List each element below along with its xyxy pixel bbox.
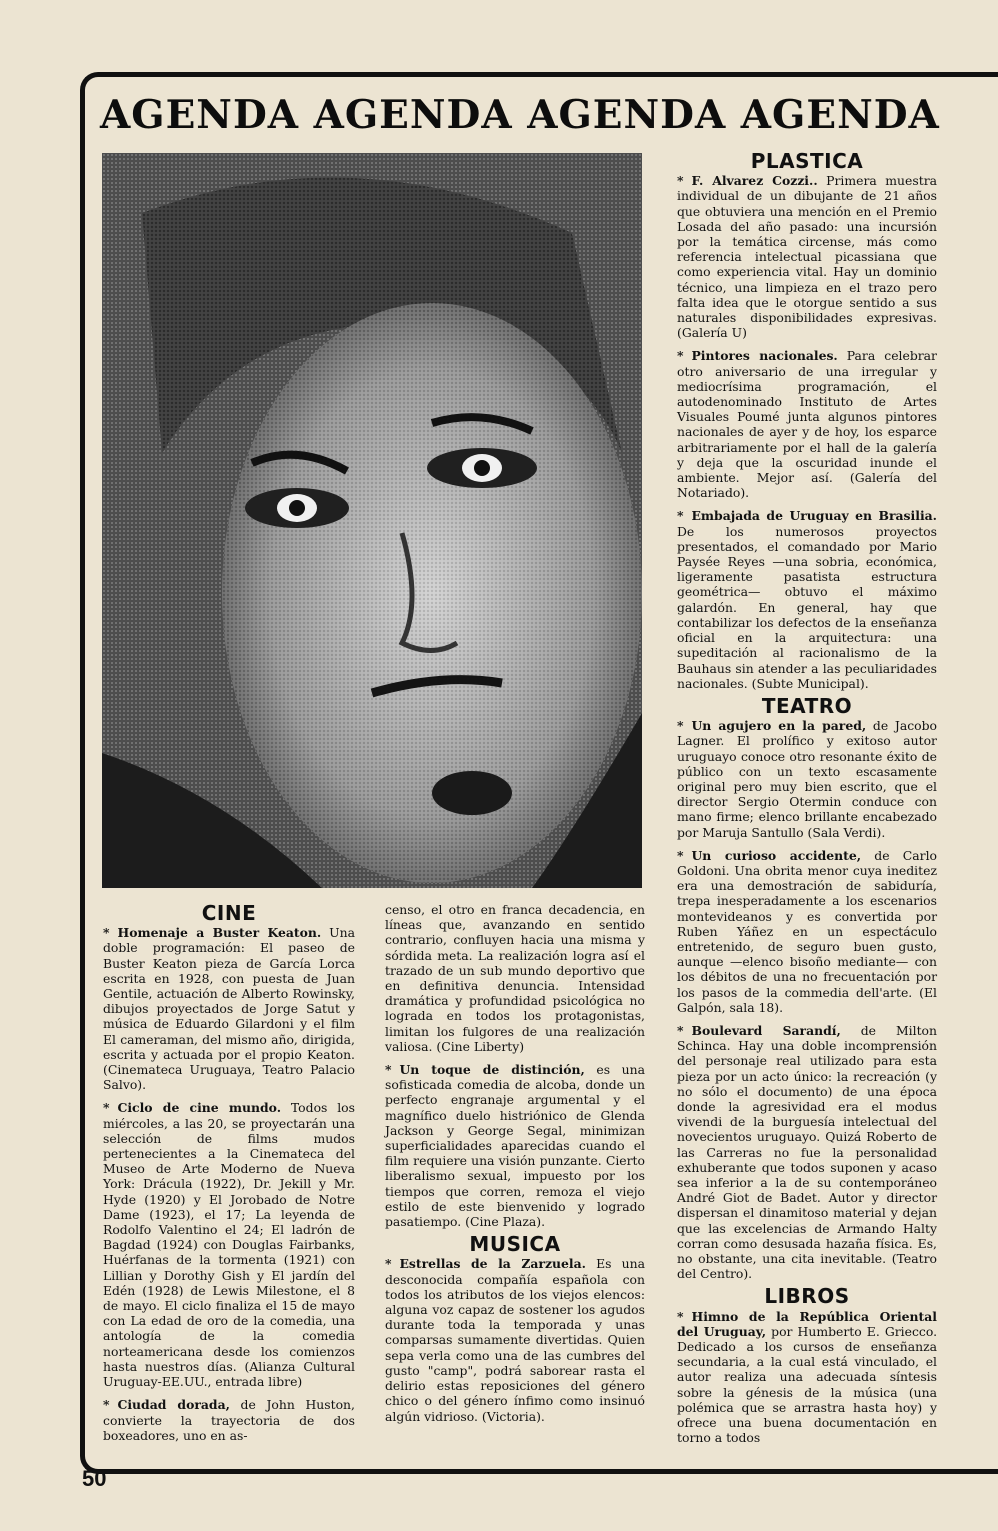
right-column [677, 150, 937, 1453]
page-number: 50 [82, 1466, 107, 1491]
section-heading-cine: CINE [201, 901, 257, 925]
section-heading-plastica: PLASTICA [750, 149, 864, 173]
section-heading-musica: MUSICA [469, 1232, 561, 1257]
masthead: AGENDA AGENDA AGENDA AGENDA [100, 92, 940, 138]
listing-entry: * Boulevard Sarandí, de Milton Schinca. Hay una doble incomprensión del personaje real utilizado para esta pieza por un acto único: la recreación (y no sólo el documento) de una época donde la agresividad era el modus vivendi de la burguesía intelectual del novecientos uruguayo. Quizá Roberto de las Carreras no fue la personalidad exhuberante que todos suponen y acaso sea inferior a la de su contemporáneo André Giot de Badet. Autor y director dispersan el dinamitoso material y dejan que las excelencias de Armando Halty corran como desusada hazaña física. Es, no obstante, una cita inevitable. (Teatro del Centro). [677, 1022, 937, 1282]
listing-entry: * Ciudad dorada, de John Huston, convierte la trayectoria de dos boxeadores, uno en as- [103, 1397, 355, 1443]
listing-entry: * Homenaje a Buster Keaton. Una doble programación: El paseo de Buster Keaton pieza de García Lorca escrita en 1928, con puesta de Juan Gentile, actuación de Alberto Rowinsky, dibujos proyectados de Jorge Satut y música de Eduardo Gilardoni y el film El cameraman, del mismo año, dirigida, escrita y actuada por el propio Keaton. (Cinemateca Uruguaya, Teatro Palacio Salvo). [103, 925, 355, 1093]
portrait-photo [102, 153, 642, 888]
middle-column [385, 902, 645, 1432]
portrait-icon [102, 153, 642, 888]
listing-entry: * Himno de la República Oriental del Uruguay, por Humberto E. Griecco. Dedicado a los cursos de enseñanza secundaria, a la cual está vinculado, el autor realiza una adecuada síntesis sobre la génesis de la música (una polémica que se arrastra hasta hoy) y ofrece una buena documentación en torno a todos [677, 1308, 938, 1446]
listing-entry: * Ciclo de cine mundo. Todos los miércoles, a las 20, se proyectarán una selección de films mudos pertenecientes a la Cinemateca del Museo de Arte Moderno de Nueva York: Drácula (1922), Dr. Jekill y Mr. Hyde (1920) y El Jorobado de Notre Dame (1923), el 17; La leyenda de Rodolfo Valentino el 24; El ladrón de Bagdad (1924) con Douglas Fairbanks, Huérfanas de la tormenta (1921) con Lillian y Dorothy Gish y El jardín del Edén (1928) de Lewis Milestone, el 8 de mayo. El ciclo finaliza el 15 de mayo con La edad de oro de la comedia, una antología de la comedia norteamericana desde los comienzos hasta nuestros días. (Alianza Cultural Uruguay-EE.UU., entrada libre) [103, 1100, 356, 1390]
listing-entry: * F. Alvarez Cozzi.. Primera muestra individual de un dibujante de 21 años que obtuviera una mención en el Premio Losada del año pasado: una incursión por la temática circense, más como referencia intelectual picassiana que como experiencia vital. Hay un dominio técnico, una limpieza en el trazo pero falta idea que le otorgue sentido a sus naturales disponibilidades expresivas. (Galería U) [677, 173, 937, 341]
listing-entry: * Estrellas de la Zarzuela. Es una desconocida compañía española con todos los atributos de los viejos elencos: alguna voz capaz de sostener los agudos durante toda la temporada y unas comparsas sumamente divertidas. Quien sepa verla como una de las cumbres del gusto "camp", podrá saborear rasta el delirio estas reposiciones del género chico o del género ínfimo como insinuó algún vidrioso. (Victoria). [385, 1256, 645, 1424]
listing-entry: * Un agujero en la pared, de Jacobo Lagner. El prolífico y exitoso autor uruguayo conoce otro resonante éxito de público con un texto escasamente original pero muy bien escrito, que el director Sergio Otermin conduce con mano firme; elenco brillante encabezado por Maruja Santullo (Sala Verdi). [677, 718, 938, 840]
listing-entry: * Embajada de Uruguay en Brasilia. De los numerosos proyectos presentados, el comandado por Mario Paysée Reyes —una sobria, económica, ligeramente pasatista estructura geométrica— obtuvo el máximo galardón. En general, hay que contabilizar los defectos de la enseñanza oficial en la arquitectura: una supeditación al racionalismo de la Bauhaus sin atender a las peculiaridades nacionales. (Subte Municipal). [677, 508, 937, 691]
left-column [103, 902, 355, 1451]
listing-entry: * Un toque de distinción, es una sofisticada comedia de alcoba, donde un perfecto engranaje argumental y el magnífico duelo histriónico de Glenda Jackson y George Segal, minimizan superficialidades aparecidas cuando el film requiere una visión punzante. Cierto liberalismo sexual, impuesto por los tiempos que corren, remoza el viejo estilo de este bienvenido y logrado pasatiempo. (Cine Plaza). [385, 1062, 645, 1230]
section-heading-libros: LIBROS [764, 1284, 850, 1309]
listing-continuation: censo, el otro en franca decadencia, en líneas que, avanzando en sentido contrario, confluyen hacia una misma y sórdida meta. La realización logra así el trazado de un sub mundo deportivo que en definitiva denuncia. Intensidad dramática y profundidad psicológica no lograda en todos los protagonistas, limitan los fulgores de una realización valiosa. (Cine Liberty) [385, 902, 645, 1054]
listing-entry: * Pintores nacionales. Para celebrar otro aniversario de una irregular y mediocrísima programación, el autodenominado Instituto de Artes Visuales Poumé junta algunos pintores nacionales de ayer y de hoy, los esparce arbitrariamente por el hall de la galería y deja que la oscuridad inunde el ambiente. Mejor así. (Galería del Notariado). [677, 348, 937, 501]
section-heading-teatro: TEATRO [761, 693, 853, 718]
listing-entry: * Un curioso accidente, de Carlo Goldoni. Una obrita menor cuya ineditez era una demostración de sabiduría, trepa inesperadamente a los escenarios montevideanos y es convertida por Ruben Yáñez en un espectáculo entretenido, de seguro buen gusto, aunque —elenco bisoño mediante— con los débitos de una no frecuentación por los pasos de la commedia dell'arte. (El Galpón, sala 18). [677, 847, 937, 1015]
